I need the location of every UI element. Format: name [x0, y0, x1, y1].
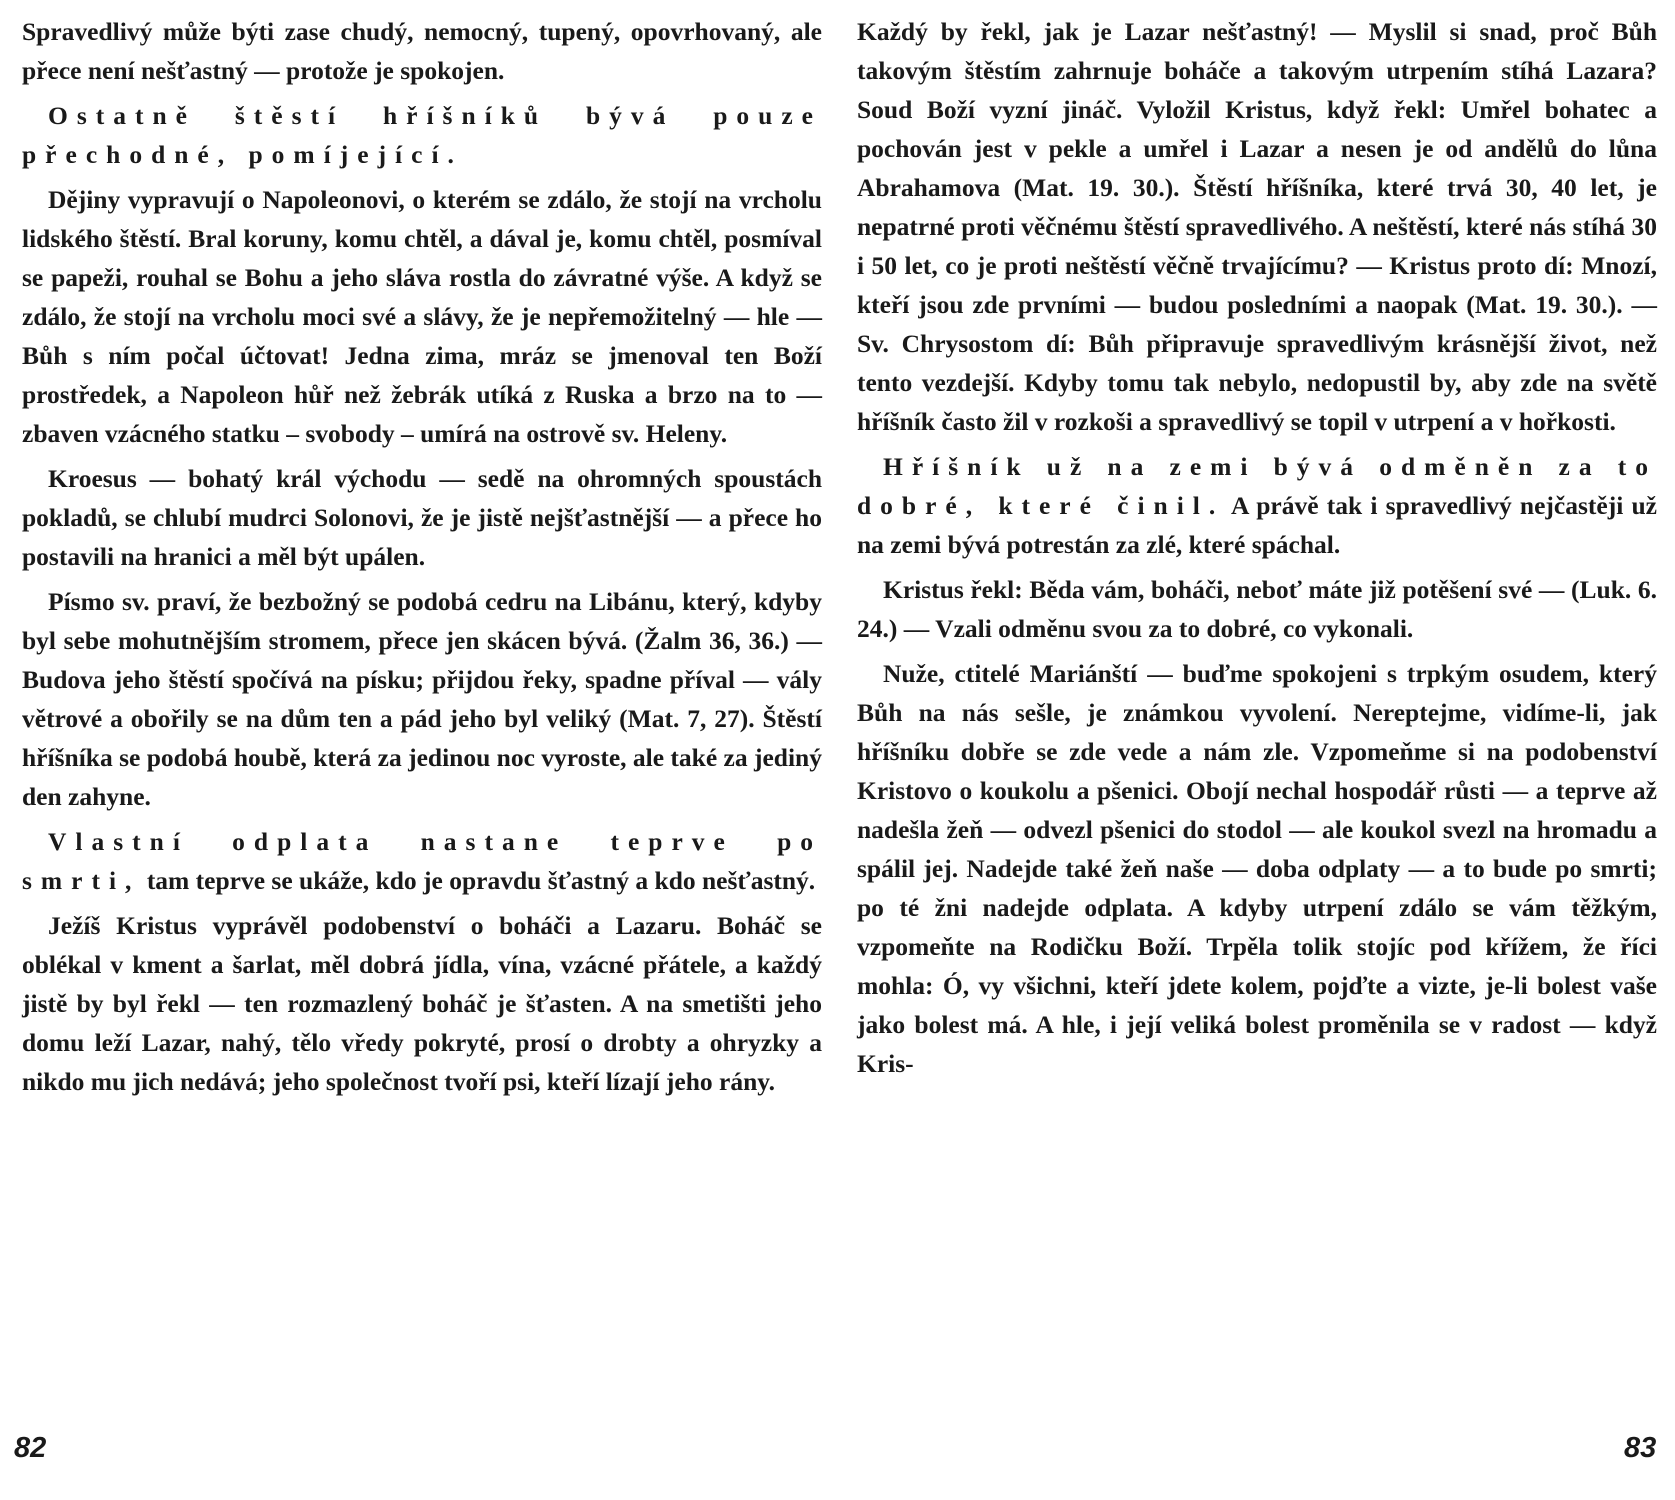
- paragraph: Kristus řekl: Běda vám, boháči, neboť máte již potěšení své — (Luk. 6. 24.) — Vzali odměnu svou za to dobré, co vykonali.: [857, 575, 1657, 643]
- paragraph-text: A právě tak i spravedlivý nejčastěji už na zemi bývá potrestán za zlé, které spáchal.: [857, 491, 1657, 559]
- paragraph: Každý by řekl, jak je Lazar nešťastný! — Myslil si snad, proč Bůh takovým štěstím zahrnuje boháče a takovým utrpením stíhá Lazara? Soud Boží vyzní jináč. Vyložil Kristus, když řekl: Umřel bohatec a pochován jest v pekle a umřel i Lazar a nesen je od andělů do lůna Abrahamova (Mat. 19. 30.). Štěstí hříšníka, které trvá 30, 40 let, je nepatrné proti věčnému štěstí spravedlivého. A neštěstí, které nás stíhá 30 i 50 let, co je proti neštěstí věčně trvajícímu? — Kristus proto dí: Mnozí, kteří jsou zde prvními — budou posledními a naopak (Mat. 19. 30.). — Sv. Chrysostom dí: Bůh připravuje spravedlivým krásnější život, než tento vezdejší. Kdyby tomu tak nebylo, nedopustil by, aby zde na světě hříšník často žil v rozkoši a spravedlivý se topil v utrpení a v hořkosti.: [857, 17, 1657, 436]
- paragraph: [857, 447, 1657, 564]
- paragraph: Ježíš Kristus vyprávěl podobenství o boháči a Lazaru. Boháč se oblékal v kment a šarlat, měl dobrá jídla, vína, vzácné přátele, a každý jistě by byl řekl — ten rozmazlený boháč je šťasten. A na smetišti jeho domu leží Lazar, nahý, tělo vředy pokryté, prosí o drobty a ohryzky a nikdo mu jich nedává; jeho společnost tvoří psi, kteří lízají jeho rány.: [22, 911, 822, 1096]
- page-number-right: 83: [1624, 1432, 1657, 1464]
- emphasized-phrase: Vlastní odplata nastane teprve po smrti,: [22, 827, 822, 895]
- paragraph: Písmo sv. praví, že bezbožný se podobá cedru na Libánu, který, kdyby byl sebe mohutnějším stromem, přece jen skácen bývá. (Žalm 36, 36.) — Budova jeho štěstí spočívá na písku; přijdou řeky, spadne příval — vály větrové a obořily se na dům ten a pád jeho byl veliký (Mat. 7, 27). Štěstí hříšníka se podobá houbě, která za jedinou noc vyroste, ale také za jediný den zahyne.: [22, 587, 822, 811]
- paragraph: Nuže, ctitelé Mariánští — buďme spokojeni s trpkým osudem, který Bůh na nás sešle, je známkou vyvolení. Nereptejme, vidíme-li, jak hříšníku dobře se zde vede a nám zle. Vzpomeňme si na podobenství Kristovo o koukolu a pšenici. Obojí nechal hospodář růsti — a teprve až nadešla žeň — odvezl pšenici do stodol — ale koukol svezl na hromadu a spálil jej. Nadejde také žeň naše — doba odplaty — a to bude po smrti; po té žni nadejde odplata. A kdyby utrpení zdálo se vám těžkým, vzpomeňte na Rodičku Boží. Trpěla tolik stojíc pod křížem, že říci mohla: Ó, vy všichni, kteří jdete kolem, pojďte a vizte, je-li bolest vaše jako bolest má. A hle, i její veliká bolest proměnila se v radost — když Kris-: [857, 659, 1657, 1078]
- paragraph-text: tam teprve se ukáže, kdo je opravdu šťastný a kdo nešťastný.: [140, 866, 816, 895]
- emphasized-phrase: Hříšník už na zemi bývá odměněn za to dobré, které činil.: [857, 452, 1657, 520]
- paragraph: Spravedlivý může býti zase chudý, nemocný, tupený, opovrhovaný, ale přece není nešťastný — protože je spokojen.: [22, 17, 822, 85]
- page-number-left: 82: [14, 1432, 47, 1464]
- left-page: [22, 12, 822, 1107]
- right-page: [857, 12, 1657, 1089]
- paragraph: Kroesus — bohatý král východu — sedě na ohromných spoustách pokladů, se chlubí mudrci Solonovi, že je jistě nejšťastnější — a přece ho postavili na hranici a měl být upálen.: [22, 464, 822, 571]
- emphasized-paragraph: Ostatně štěstí hříšníků bývá pouze přechodné, pomíjející.: [22, 101, 822, 169]
- paragraph: Dějiny vypravují o Napoleonovi, o kterém se zdálo, že stojí na vrcholu lidského štěstí. Bral koruny, komu chtěl, a dával je, komu chtěl, posmíval se papeži, rouhal se Bohu a jeho sláva rostla do závratné výše. A když se zdálo, že stojí na vrcholu moci své a slávy, že je nepřemožitelný — hle — Bůh s ním počal účtovat! Jedna zima, mráz se jmenoval ten Boží prostředek, a Napoleon hůř než žebrák utíká z Ruska a brzo na to — zbaven vzácného statku – svobody – umírá na ostrově sv. Heleny.: [22, 185, 822, 448]
- paragraph: [22, 822, 822, 900]
